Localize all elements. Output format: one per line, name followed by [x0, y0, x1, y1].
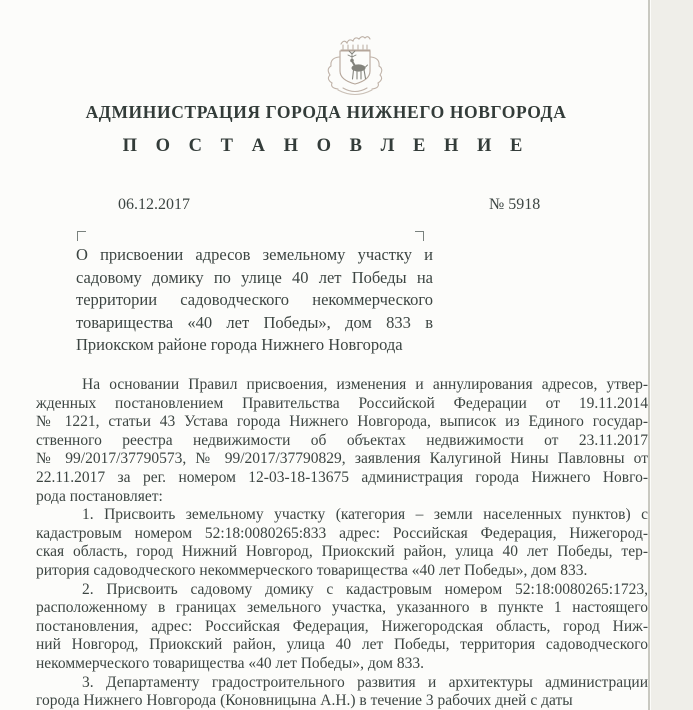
- body-line: № 1221, статьи 43 Устава города Нижнего Новгорода, выписок из Единого государ-: [36, 413, 648, 431]
- subject-line: территории садоводческого некоммерческого: [76, 290, 433, 309]
- body-line: кадастровым номером 52:18:0080265:833 адрес: Российская Федерация, Нижегород-: [36, 524, 648, 542]
- document-body: [36, 376, 648, 710]
- organization-name: АДМИНИСТРАЦИЯ ГОРОДА НИЖНЕГО НОВГОРОДА: [85, 102, 567, 122]
- document-subject: [76, 244, 433, 357]
- subject-line: товарищества «40 лет Победы», дом 833 в: [76, 312, 433, 332]
- body-line: рода постановляет:: [36, 487, 163, 505]
- body-line: ритория садоводческого некоммерческого товарищества «40 лет Победы», дом 833.: [36, 561, 588, 579]
- subject-line: садовому домику по улице 40 лет Победы на: [76, 267, 433, 287]
- document-type-title: П О С Т А Н О В Л Е Н И Е: [122, 136, 530, 156]
- body-line: На основании Правил присвоения, изменения и аннулирования адресов, утвер-: [82, 376, 648, 393]
- document-number: № 5918: [489, 196, 541, 213]
- body-line: расположенному в границах земельного участка, указанного в пункте 1 настоящего: [36, 599, 648, 617]
- body-line: жденных постановлением Правительства Российской Федерации от 19.11.2014: [36, 394, 648, 412]
- body-line: постановления, адрес: Российская Федерация, Нижегородская область, город Ниж-: [36, 617, 648, 635]
- body-line: города Нижнего Новгорода (Коновницына А.Н.) в течение 3 рабочих дней с даты: [36, 692, 573, 710]
- document-date: 06.12.2017: [118, 196, 190, 213]
- body-line: 3. Департаменту градостроительного развития и архитектуры администрации: [82, 673, 648, 691]
- nizhny-novgorod-coat-of-arms-icon: [310, 33, 402, 101]
- subject-corner-mark-right: [415, 231, 424, 241]
- body-line: ний Новгород, Приокский район, улица 40 лет Победы, территория садоводческого: [36, 636, 648, 654]
- body-line: 1. Присвоить земельному участку (категория – земли населенных пунктов) с: [82, 506, 648, 524]
- body-line: 2. Присвоить садовому домику с кадастровым номером 52:18:0080265:1723,: [82, 580, 648, 598]
- scan-edge-strip: [651, 0, 693, 710]
- subject-line: Приокском районе города Нижнего Новгорода: [76, 335, 403, 354]
- subject-line: О присвоении адресов земельному участку и: [76, 245, 433, 264]
- body-line: № 99/2017/37790573, № 99/2017/37790829, заявления Калугиной Нины Павловны от: [36, 450, 648, 468]
- body-line: ская область, город Нижний Новгород, Приокский район, улица 40 лет Победы, тер-: [36, 543, 648, 561]
- subject-corner-mark-left: [77, 231, 86, 241]
- body-line: некоммерческого товарищества «40 лет Победы», дом 833.: [36, 654, 424, 672]
- body-line: 22.11.2017 за рег. номером 12-03-18-13675 администрация города Нижнего Новго-: [36, 468, 648, 486]
- body-line: ственного реестра недвижимости об объектах недвижимости от 23.11.2017: [36, 431, 648, 449]
